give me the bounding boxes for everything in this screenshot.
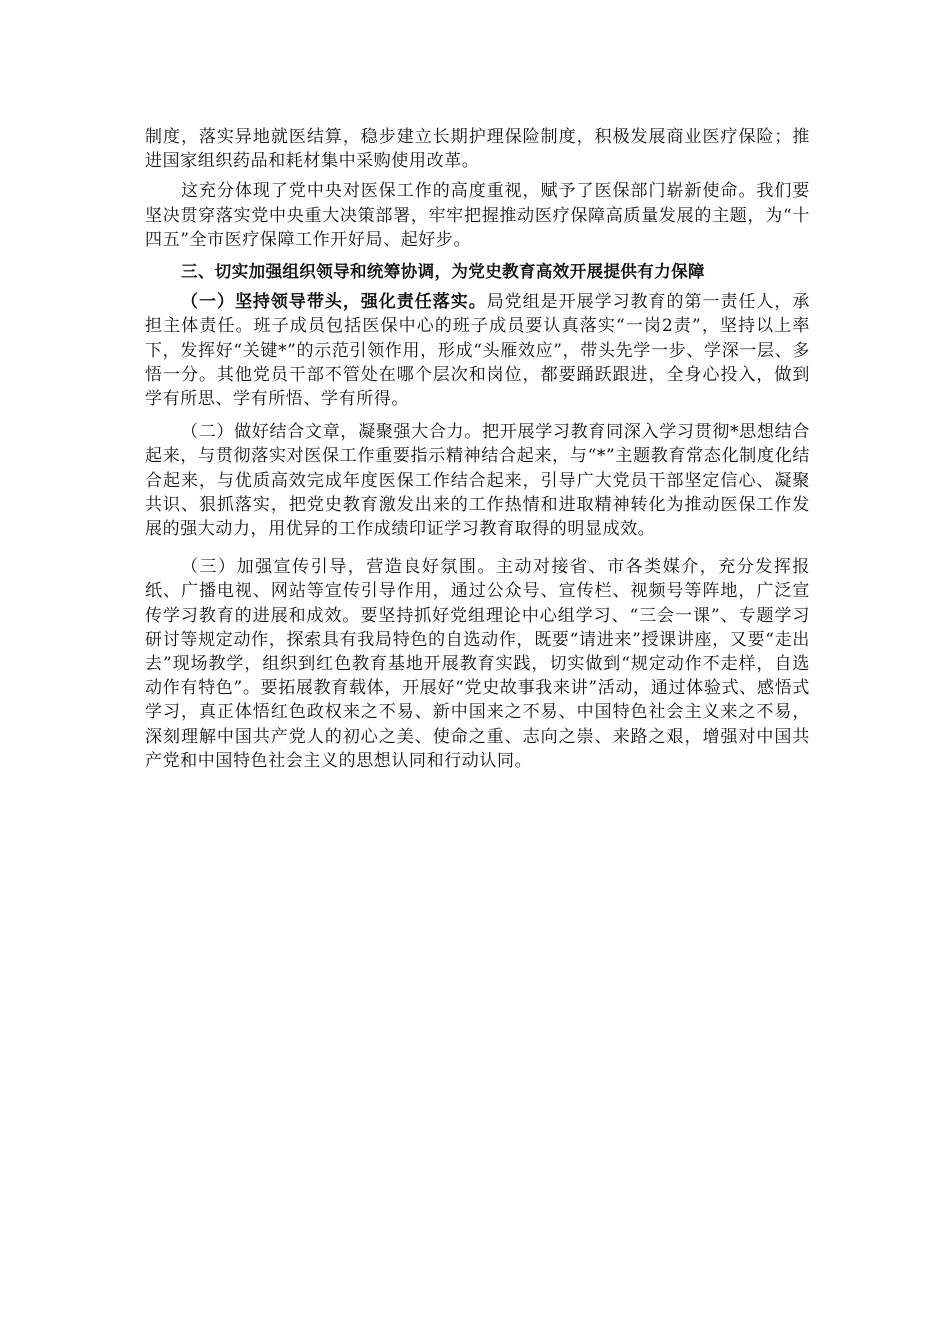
subsection-title: （一）坚持领导带头，强化责任落实。: [181, 292, 487, 313]
paragraph-leadership: [145, 290, 810, 411]
paragraph-body: 局党组是开展学习教育的第一责任人，承担主体责任。班子成员包括医保中心的班子成员要认真落实“一岗2责”，坚持以上率下，发挥好“关键*”的示范引领作用，形成“头雁效应”，带头先学一步、学深一层、多悟一分。其他党员干部不管处在哪个层次和岗位，都要踊跃跟进，全身心投入，做到学有所思、学有所悟、学有所得。: [145, 292, 810, 410]
document-page: [145, 125, 810, 773]
paragraph-integration: （二）做好结合文章，凝聚强大合力。把开展学习教育同深入学习贯彻*思想结合起来，与贯彻落实对医保工作重要指示精神结合起来，与“*”主题教育常态化制度化结合起来，与优质高效完成年度医保工作结合起来，引导广大党员干部坚定信心、凝聚共识、狠抓落实，把党史教育激发出来的工作热情和进取精神转化为推动医保工作发展的强大动力，用优异的工作成绩印证学习教育取得的明显成效。: [145, 422, 810, 540]
paragraph-publicity: （三）加强宣传引导，营造良好氛围。主动对接省、市各类媒介，充分发挥报纸、广播电视、网站等宣传引导作用，通过公众号、宣传栏、视频号等阵地，广泛宣传学习教育的进展和成效。要坚持抓好党组理论中心组学习、“三会一课”、专题学习研讨等规定动作，探索具有我局特色的自选动作，既要“请进来”授课讲座，又要“走出去”现场教学，组织到红色教育基地开展教育实践，切实做到“规定动作不走样，自选动作有特色”。要拓展教育载体，开展好“党史故事我来讲”活动，通过体验式、感悟式学习，真正体悟红色政权来之不易、新中国来之不易、中国特色社会主义来之不易，深刻理解中国共产党人的初心之美、使命之重、志向之崇、来路之艰，增强对中国共产党和中国特色社会主义的思想认同和行动认同。: [145, 557, 810, 771]
paragraph-continuation: 制度，落实异地就医结算，稳步建立长期护理保险制度，积极发展商业医疗保险；推进国家组织药品和耗材集中采购使用改革。: [145, 127, 810, 172]
paragraph-summary: 这充分体现了党中央对医保工作的高度重视，赋予了医保部门崭新使命。我们要坚决贯穿落实党中央重大决策部署，牢牢把握推动医疗保障高质量发展的主题，为“十四五”全市医疗保障工作开好局、起好步。: [145, 181, 810, 250]
section-heading: 三、切实加强组织领导和统筹协调，为党史教育高效开展提供有力保障: [181, 262, 705, 282]
